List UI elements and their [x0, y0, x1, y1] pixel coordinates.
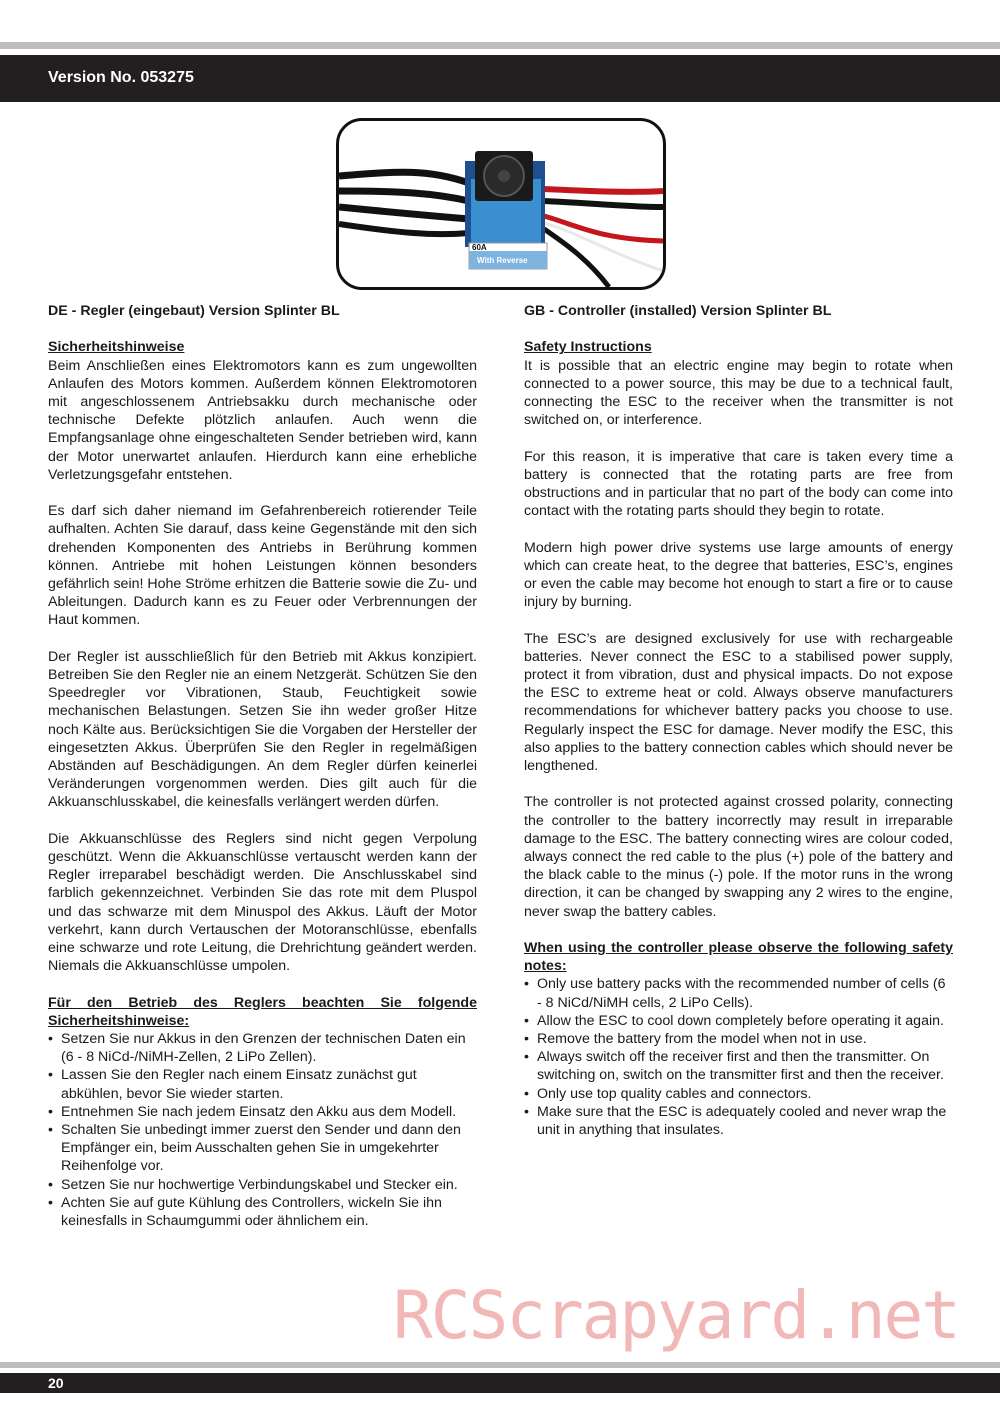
de-safety-title: Sicherheitshinweise [48, 339, 185, 356]
gb-paragraph: The ESC’s are designed exclusively for use with rechargeable batteries. Never connect the ESC to a stabilised power supply, protect it from vibration, dust and physical impacts. Do not expose the ESC to extreme heat or cold. Always observe manufacturers recommendations for whichever battery packs you choose to use. Regularly inspect the ESC for damage. Never modify the ESC, this also applies to the battery connection cables which should never be lengthened. [524, 630, 953, 775]
english-column [524, 302, 953, 1139]
list-item: • Entnehmen Sie nach jedem Einsatz den Akku aus dem Modell. [48, 1103, 477, 1121]
esc-illustration [339, 121, 663, 287]
list-item: • Only use battery packs with the recommended number of cells (6 - 8 NiCd/NiMH cells, 2 LiPo Cells). [524, 975, 953, 1011]
footer-bar [0, 1373, 1000, 1393]
list-item: • Only use top quality cables and connectors. [524, 1085, 953, 1103]
gb-notes-list [524, 975, 953, 1139]
gb-paragraph: It is possible that an electric engine may begin to rotate when connected to a power source, this may be due to a technical fault, connecting the ESC to the receiver when the transmitter is not switched on, or interference. [524, 357, 953, 429]
list-item: • Remove the battery from the model when not in use. [524, 1030, 953, 1048]
top-rule [0, 42, 1000, 49]
gb-paragraph: For this reason, it is imperative that care is taken every time a battery is connected that the rotating parts are free from obstructions and in particular that no part of the body can come into contact with the rotating parts should they begin to rotate. [524, 448, 953, 520]
list-item: • Setzen Sie nur hochwertige Verbindungskabel und Stecker ein. [48, 1176, 477, 1194]
version-number: Version No. 053275 [48, 69, 194, 86]
de-paragraph: Es darf sich daher niemand im Gefahrenbereich rotierender Teile aufhalten. Achten Sie darauf, dass keine Gegenstände mit den sich drehenden Komponenten des Antriebs in Berührung kommen können. Antriebe mit hohen Leistungen können besonders gefährlich sein! Hohe Ströme erhitzen die Batterie sowie die Zu- und Ableitungen. Dadurch kann es zu Feuer oder Verbrennungen der Haut kommen. [48, 503, 478, 629]
list-item: • Schalten Sie unbedingt immer zuerst den Sender und dann den Empfänger ein, beim Ausschalten gehen Sie in umgekehrter Reihenfolge vor. [48, 1121, 477, 1176]
de-paragraph: Beim Anschließen eines Elektromotors kann es zum ungewollten Anlaufen des Motors kommen. Außerdem können Elektromotoren mit angeschlossenem Antriebsakku durch mechanische oder technische Defekte plötzlich anlaufen. Auch wenn die Empfangsanlage ohne eingeschalteten Sender betrieben wird, kann der Motor unerwartet anlaufen. Hierdurch kann eine erhebliche Verletzungsgefahr entstehen. [48, 357, 477, 483]
esc-photo [336, 118, 666, 290]
list-item: • Setzen Sie nur Akkus in den Grenzen der technischen Daten ein (6 - 8 NiCd-/NiMH-Zellen, 2 LiPo Zellen). [48, 1030, 477, 1066]
list-item: • Allow the ESC to cool down completely before operating it again. [524, 1012, 953, 1030]
esc-label-reverse: With Reverse [477, 256, 528, 265]
watermark: RCScrapyard.net [393, 1277, 960, 1354]
header-bar [0, 55, 1000, 102]
bottom-rule [0, 1362, 1000, 1368]
gb-safety-title: Safety Instructions [524, 339, 652, 356]
gb-paragraph: Modern high power drive systems use large amounts of energy which can create heat, to the degree that batteries, ESC’s, engines or even the cable may become hot enough to start a fire or to cause injury by burning. [524, 539, 953, 611]
page-number: 20 [48, 1375, 64, 1391]
de-notes-list [48, 1030, 477, 1230]
list-item: • Always switch off the receiver first and then the transmitter. On switching on, switch on the transmitter first and then the receiver. [524, 1048, 953, 1084]
de-heading: DE - Regler (eingebaut) Version Splinter BL [48, 303, 340, 319]
de-notes-title: Für den Betrieb des Reglers beachten Sie folgende Sicherheitshinweise: [48, 994, 477, 1029]
list-item: • Make sure that the ESC is adequately cooled and never wrap the unit in anything that insulates. [524, 1103, 953, 1139]
gb-notes-title: When using the controller please observe the following safety notes: [524, 940, 953, 975]
gb-paragraph: The controller is not protected against crossed polarity, connecting the controller to the battery incorrectly may result in irreparable damage to the ESC. The battery connecting wires are colour coded, always connect the red cable to the plus (+) pole of the battery and the black cable to the minus (-) pole. If the motor runs in the wrong direction, it can be changed by swapping any 2 wires to the engine, never swap the battery cables. [524, 794, 953, 920]
de-paragraph: Die Akkuanschlüsse des Reglers sind nicht gegen Verpolung geschützt. Wenn die Akkuanschlüsse vertauscht werden kann der Regler irreparabel beschädigt werden. Die Anschlusskabel sind farblich gekennzeichnet. Verbinden Sie das rote mit dem Pluspol und das schwarze mit dem Minuspol des Akkus. Läuft der Motor verkehrt, kann durch Vertauschen der Motoranschlüsse, ebenfalls eine schwarze und rote Leitung, die Drehrichtung geändert werden. Niemals die Akkuanschlüsse umpolen. [48, 830, 477, 975]
de-paragraph: Der Regler ist ausschließlich für den Betrieb mit Akkus konzipiert. Betreiben Sie den Regler nie an einem Netzgerät. Schützen Sie den Speedregler vor Vibrationen, Staub, Feuchtigkeit sowie mechanischen Belastungen. Setzen Sie ihn weder großer Hitze noch Kälte aus. Berücksichtigen Sie die Vorgaben der Hersteller der eingesetzten Akkus. Überprüfen Sie den Regler in regelmäßigen Abständen auf Beschädigungen. An dem Regler dürfen keinerlei Veränderungen vorgenommen werden. Dies gilt auch für die Akkuanschlusskabel, die keinesfalls verlängert werden dürfen. [48, 648, 477, 811]
list-item: • Achten Sie auf gute Kühlung des Controllers, wickeln Sie ihn keinesfalls in Schaumgummi oder ähnlichem ein. [48, 1194, 477, 1230]
list-item: • Lassen Sie den Regler nach einem Einsatz zunächst gut abkühlen, bevor Sie wieder starten. [48, 1066, 477, 1102]
gb-heading: GB - Controller (installed) Version Splinter BL [524, 303, 832, 319]
esc-label-rating: 60A [472, 243, 487, 252]
german-column [48, 302, 477, 1230]
